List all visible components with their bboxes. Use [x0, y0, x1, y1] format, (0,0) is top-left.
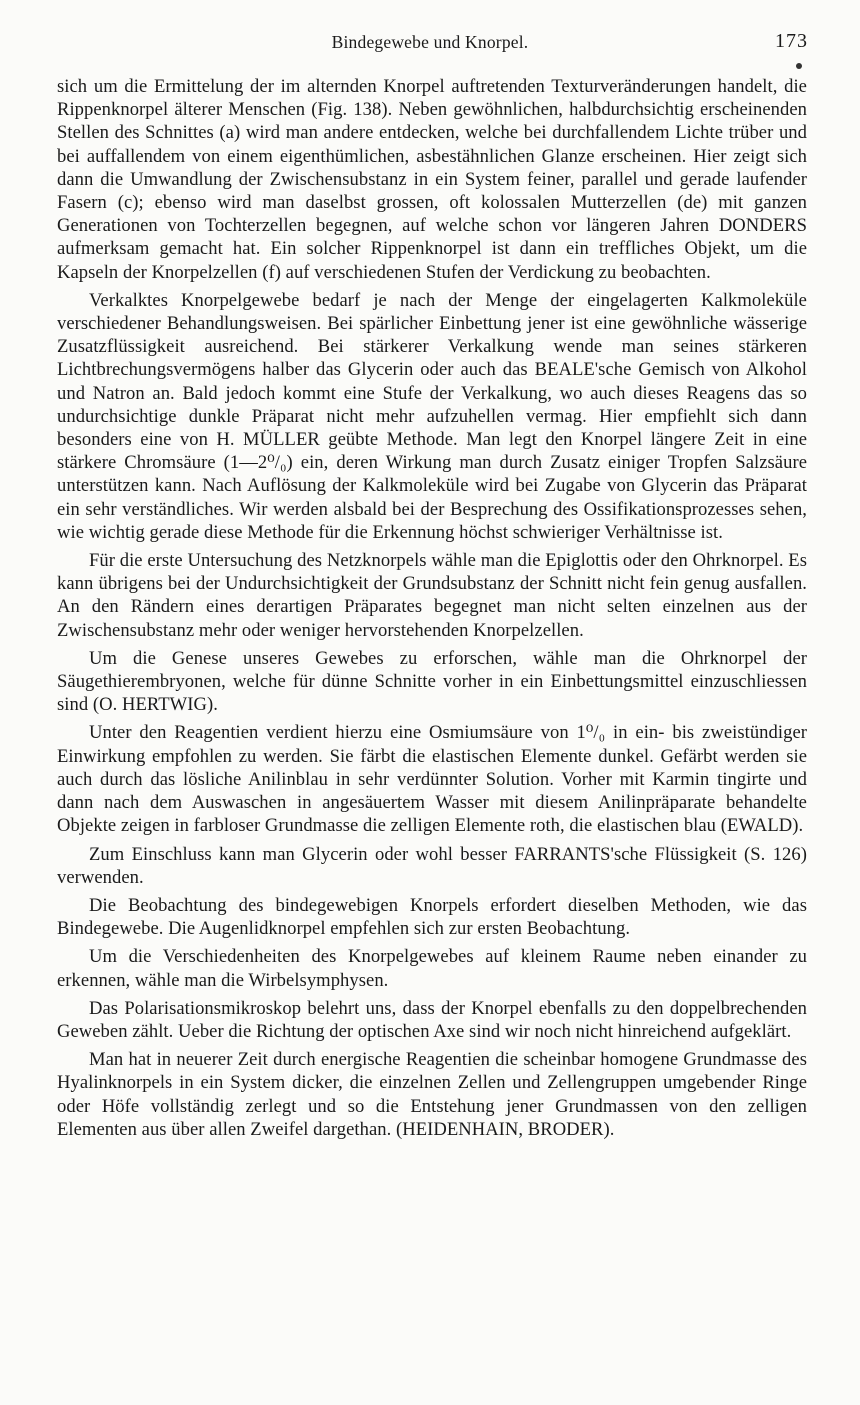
- paragraph-9: Das Polarisationsmikroskop belehrt uns, dass der Knorpel ebenfalls zu den doppelbrechenden Geweben zählt. Ueber die Richtung der optischen Axe sind wir noch nicht hinreichend aufgeklärt.: [57, 997, 807, 1042]
- running-title: Bindegewebe und Knorpel.: [331, 32, 529, 52]
- page-header: [0, 30, 860, 60]
- paragraph-4: Um die Genese unseres Gewebes zu erforschen, wähle man die Ohrknorpel der Säugethierembryonen, welche für dünne Schnitte vorher in ein Einbettungsmittel einzuschliessen sind (O. HERTWIG).: [57, 647, 807, 716]
- paragraph-7: Die Beobachtung des bindegewebigen Knorpels erfordert dieselben Methoden, wie das Bindegewebe. Die Augenlidknorpel empfehlen sich zur ersten Beobachtung.: [57, 894, 807, 940]
- ink-dot: [796, 63, 802, 69]
- paragraph-10: Man hat in neuerer Zeit durch energische Reagentien die scheinbar homogene Grundmasse des Hyalinknorpels in ein System dicker, die einzelnen Zellen und Zellengruppen umgebender Ringe oder Höfe vollständig zerlegt und so die Entstehung jener Grundmassen von den zelligen Elementen aus über allen Zweifel dargethan. (HEIDENHAIN, BRODER).: [57, 1049, 807, 1140]
- paragraph-1: sich um die Ermittelung der im alternden Knorpel auftretenden Texturveränderungen handelt, die Rippenknorpel älterer Menschen (Fig. 138). Neben gewöhnlichen, halbdurchsichtig erscheinenden Stellen des Schnittes (a) wird man andere entdecken, welche bei durchfallendem Lichte trüber und bei auffallendem von einem eigenthümlichen, asbestähnlichen Glanze erscheinen. Hier zeigt sich dann die Umwandlung der Zwischensubstanz in ein System feiner, parallel und gerade laufender Fasern (c); ebenso wird man daselbst grossen, oft kolossalen Mutterzellen (de) mit ganzen Generationen von Tochterzellen begegnen, auf welche schon vor längeren Jahren DONDERS aufmerksam gemacht hat. Ein solcher Rippenknorpel ist dann ein treffliches Objekt, um die Kapseln der Knorpelzellen (f) auf verschiedenen Stufen der Verdickung zu beobachten.: [57, 76, 807, 283]
- page-number: 173: [775, 30, 808, 52]
- paragraph-2: Verkalktes Knorpelgewebe bedarf je nach der Menge der eingelagerten Kalkmoleküle verschiedener Behandlungsweisen. Bei spärlicher Einbettung jener ist eine gewöhnliche wässerige Zusatzflüssigkeit ausreichend. Bei stärkerer Verkalkung wende man seines stärkeren Lichtbrechungsvermögens halber das Glycerin oder auch das BEALE'sche Gemisch von Alkohol und Natron an. Bald jedoch kommt eine Stufe der Verkalkung, wo auch dieses Reagens das so undurchsichtige dunkle Präparat nicht mehr aufzuhellen vermag. Hier empfiehlt sich dann besonders eine von H. MÜLLER geübte Methode. Man legt den Knorpel längere Zeit in eine stärkere Chromsäure (1—2⁰/₀) ein, deren Wirkung man durch Zusatz einiger Tropfen Salzsäure unterstützen kann. Nach Auflösung der Kalkmoleküle wird bei Zugabe von Glycerin das Präparat ein sehr verständliches. Wir werden alsbald bei der Besprechung des Ossifikationsprozesses sehen, wie wichtig gerade diese Methode für die Erkennung höchst schwieriger Verhältnisse ist.: [57, 289, 807, 543]
- paragraph-3: Für die erste Untersuchung des Netzknorpels wähle man die Epiglottis oder den Ohrknorpel. Es kann übrigens bei der Undurchsichtigkeit der Grundsubstanz der Schnitt nicht fein genug ausfallen. An den Rändern eines derartigen Präparates begegnet man nicht selten einzelnen aus der Zwischensubstanz mehr oder weniger hervorstehenden Knorpelzellen.: [57, 550, 807, 641]
- paragraph-8: Um die Verschiedenheiten des Knorpelgewebes auf kleinem Raume neben einander zu erkennen, wähle man die Wirbelsymphysen.: [57, 946, 807, 991]
- paragraph-5: Unter den Reagentien verdient hierzu eine Osmiumsäure von 1⁰/₀ in ein- bis zweistündiger Einwirkung empfohlen zu werden. Sie färbt die elastischen Elemente dunkel. Gefärbt werden sie auch durch das lösliche Anilinblau in sehr verdünnter Solution. Vorher mit Karmin tingirte und dann nach dem Auswaschen in angesäuertem Wasser mit diesem Anilinpräparate behandelte Objekte zeigen in farbloser Grundmasse die zelligen Elemente roth, die elastischen blau (EWALD).: [57, 722, 807, 837]
- text-body: [57, 75, 807, 1146]
- paragraph-6: Zum Einschluss kann man Glycerin oder wohl besser FARRANTS'sche Flüssigkeit (S. 126) verwenden.: [57, 843, 807, 888]
